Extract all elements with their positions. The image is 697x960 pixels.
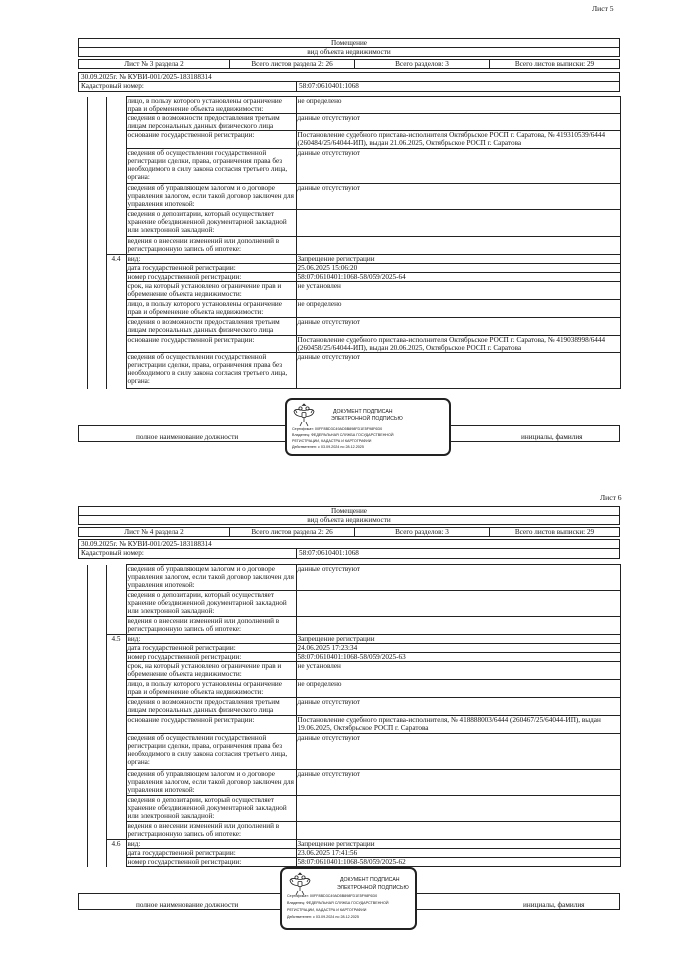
sheet-number: Лист 5 — [592, 4, 614, 13]
margin-cell — [78, 822, 87, 840]
cadastral-value: 58:07:0610401:1068 — [299, 549, 359, 557]
field-value-cell: данные отсутствуют — [296, 318, 620, 336]
field-value-cell: 25.06.2025 15:06:20 — [296, 264, 620, 273]
field-label-cell: номер государственной регистрации: — [126, 858, 296, 867]
field-value-cell — [296, 591, 620, 617]
section-cell — [87, 796, 106, 822]
cadastral-row — [78, 549, 620, 559]
margin-cell — [78, 273, 87, 282]
entry-number-cell — [106, 210, 126, 237]
object-type-title: Помещение — [79, 507, 619, 516]
field-label-cell: сведения о депозитарии, который осуществляет хранение обездвиженной документарной закладной или электронной закладной: — [126, 591, 296, 617]
stamp-title: ДОКУМЕНТ ПОДПИСАН — [340, 877, 400, 883]
margin-cell — [78, 796, 87, 822]
field-label-cell: основание государственной регистрации: — [126, 131, 296, 149]
stamp-owner: Владелец: ФЕДЕРАЛЬНАЯ СЛУЖБА ГОСУДАРСТВЕННОЙ — [287, 901, 389, 905]
sheet-info-cell: Всего листов выписки: 29 — [489, 528, 619, 536]
object-type-title: Помещение — [79, 39, 619, 48]
margin-cell — [78, 770, 87, 796]
section-cell — [87, 840, 106, 849]
entry-number-cell — [106, 849, 126, 858]
stamp-title: ДОКУМЕНТ ПОДПИСАН — [333, 409, 393, 415]
stamp-validity: Действителен: с 03.09.2024 по 28.12.2025 — [292, 445, 364, 449]
field-value-cell — [296, 237, 620, 255]
field-label-cell: вид: — [126, 840, 296, 849]
table-row — [78, 318, 620, 336]
field-value-cell: данные отсутствуют — [296, 734, 620, 770]
section-cell — [87, 644, 106, 653]
entry-number-cell: 4.4 — [106, 255, 126, 264]
stamp-owner-cont: РЕГИСТРАЦИИ, КАДАСТРА И КАРТОГРАФИИ — [292, 439, 372, 443]
object-type-header — [78, 506, 620, 525]
entry-number-cell — [106, 858, 126, 867]
entry-number-cell: 4.6 — [106, 840, 126, 849]
section-cell — [87, 300, 106, 318]
field-value-cell: данные отсутствуют — [296, 184, 620, 210]
table-row — [78, 662, 620, 680]
field-label-cell: срок, на который установлено ограничение прав и обременение объекта недвижимости: — [126, 662, 296, 680]
margin-cell — [78, 264, 87, 273]
table-row — [78, 591, 620, 617]
table-row — [78, 734, 620, 770]
field-label-cell: сведения о депозитарии, который осуществляет хранение обездвиженной документарной закладной или электронной закладной: — [126, 796, 296, 822]
field-label-cell: сведения о возможности предоставления третьим лицам персональных данных физического лица — [126, 698, 296, 716]
extract-reference: 30.09.2025г. № КУВИ-001/2025-183188314 — [78, 539, 620, 549]
margin-cell — [78, 149, 87, 184]
section-cell — [87, 635, 106, 644]
field-value-cell: данные отсутствуют — [296, 770, 620, 796]
margin-cell — [78, 318, 87, 336]
margin-cell — [78, 716, 87, 734]
field-label-cell: номер государственной регистрации: — [126, 273, 296, 282]
table-row — [78, 716, 620, 734]
cadastral-row — [78, 82, 620, 92]
section-table — [78, 564, 621, 867]
entry-number-cell — [106, 114, 126, 131]
stamp-subtitle: ЭЛЕКТРОННОЙ ПОДПИСЬЮ — [337, 885, 409, 891]
section-cell — [87, 318, 106, 336]
cadastral-value: 58:07:0610401:1068 — [299, 82, 359, 90]
section-cell — [87, 97, 106, 114]
margin-cell — [78, 734, 87, 770]
field-label-cell: лицо, в пользу которого установлены ограничение прав и обременение объекта недвижимости: — [126, 300, 296, 318]
table-row — [78, 97, 620, 114]
field-value-cell — [296, 796, 620, 822]
margin-cell — [78, 840, 87, 849]
margin-cell — [78, 353, 87, 389]
section-cell — [87, 662, 106, 680]
entry-number-cell — [106, 770, 126, 796]
field-value-cell: Постановление судебного пристава-исполнителя Октябрьское РОСП г. Саратова, № 419310539/6444 (260484/25/64044-ИП), выдан 21.06.2025, Октябрьское РОСП г. Саратова — [296, 131, 620, 149]
field-value-cell: данные отсутствуют — [296, 565, 620, 591]
table-row — [78, 300, 620, 318]
margin-cell — [78, 131, 87, 149]
sheet-info-cell: Лист № 3 раздела 2 — [124, 60, 184, 68]
field-value-cell: Постановление судебного пристава-исполнителя, № 418888003/6444 (260467/25/64044-ИП), выдан 19.06.2025, Октябрьское РОСП г. Саратова — [296, 716, 620, 734]
table-row — [78, 114, 620, 131]
field-label-cell: ведения о внесении изменений или дополнений в регистрационную запись об ипотеке: — [126, 822, 296, 840]
margin-cell — [78, 858, 87, 867]
entry-number-cell — [106, 644, 126, 653]
extract-reference: 30.09.2025г. № КУВИ-001/2025-183188314 — [78, 72, 620, 82]
field-value-cell — [296, 617, 620, 635]
e-signature-stamp — [285, 398, 451, 456]
entry-number-cell — [106, 662, 126, 680]
entry-number-cell — [106, 336, 126, 353]
section-cell — [87, 858, 106, 867]
field-label-cell: лицо, в пользу которого установлены ограничение прав и обременение объекта недвижимости: — [126, 680, 296, 698]
margin-cell — [78, 644, 87, 653]
field-label-cell: номер государственной регистрации: — [126, 653, 296, 662]
entry-number-cell — [106, 318, 126, 336]
margin-cell — [78, 635, 87, 644]
entry-number-cell — [106, 97, 126, 114]
field-label-cell: вид: — [126, 255, 296, 264]
field-label-cell: дата государственной регистрации: — [126, 264, 296, 273]
section-cell — [87, 734, 106, 770]
table-row — [78, 617, 620, 635]
margin-cell — [78, 300, 87, 318]
table-row — [78, 680, 620, 698]
field-label-cell: сведения об управляющем залогом и о договоре управления залогом, если такой договор заключен для управления ипотекой: — [126, 770, 296, 796]
margin-cell — [78, 617, 87, 635]
stamp-owner-cont: РЕГИСТРАЦИИ, КАДАСТРА И КАРТОГРАФИИ — [287, 908, 367, 912]
table-row — [78, 565, 620, 591]
section-cell — [87, 131, 106, 149]
section-cell — [87, 849, 106, 858]
field-value-cell: не определено — [296, 300, 620, 318]
margin-cell — [78, 237, 87, 255]
entry-number-cell — [106, 273, 126, 282]
sheet-info-cell: Всего разделов: 3 — [354, 60, 489, 68]
table-row — [78, 264, 620, 273]
margin-cell — [78, 184, 87, 210]
entry-number-cell — [106, 353, 126, 389]
section-cell — [87, 680, 106, 698]
sheet-info-row — [78, 59, 620, 69]
field-label-cell: ведения о внесении изменений или дополнений в регистрационную запись об ипотеке: — [126, 617, 296, 635]
entry-number-cell — [106, 698, 126, 716]
sheet-info-cell: Всего листов раздела 2: 26 — [229, 528, 354, 536]
section-cell — [87, 353, 106, 389]
entry-number-cell — [106, 184, 126, 210]
section-cell — [87, 617, 106, 635]
field-value-cell: Запрещение регистрации — [296, 840, 620, 849]
entry-number-cell — [106, 131, 126, 149]
table-row — [78, 353, 620, 389]
entry-number-cell — [106, 300, 126, 318]
table-row — [78, 282, 620, 300]
entry-number-cell — [106, 591, 126, 617]
entry-number-cell — [106, 680, 126, 698]
section-cell — [87, 184, 106, 210]
object-type-caption: вид объекта недвижимости — [307, 516, 391, 524]
entry-number-cell — [106, 237, 126, 255]
e-signature-stamp — [280, 867, 417, 930]
section-table — [78, 96, 621, 389]
field-value-cell: данные отсутствуют — [296, 149, 620, 184]
table-row — [78, 336, 620, 353]
section-cell — [87, 565, 106, 591]
entry-number-cell — [106, 565, 126, 591]
field-value-cell: не определено — [296, 97, 620, 114]
field-label-cell: ведения о внесении изменений или дополнений в регистрационную запись об ипотеке: — [126, 237, 296, 255]
margin-cell — [78, 591, 87, 617]
section-cell — [87, 653, 106, 662]
field-label-cell: сведения о возможности предоставления третьим лицам персональных данных физического лица — [126, 318, 296, 336]
section-cell — [87, 698, 106, 716]
margin-cell — [78, 662, 87, 680]
section-cell — [87, 149, 106, 184]
entry-number-cell — [106, 796, 126, 822]
section-cell — [87, 336, 106, 353]
table-row — [78, 184, 620, 210]
table-row — [78, 653, 620, 662]
stamp-certificate: Сертификат: 00FF8BD3C49AD5B898FD1E5F98F6D0 — [287, 894, 378, 898]
section-cell — [87, 273, 106, 282]
table-row — [78, 822, 620, 840]
table-row — [78, 698, 620, 716]
table-row — [78, 849, 620, 858]
table-row — [78, 255, 620, 264]
table-row — [78, 149, 620, 184]
field-label-cell: сведения о возможности предоставления третьим лицам персональных данных физического лица — [126, 114, 296, 131]
entry-number-cell — [106, 716, 126, 734]
section-cell — [87, 591, 106, 617]
table-row — [78, 635, 620, 644]
stamp-owner: Владелец: ФЕДЕРАЛЬНАЯ СЛУЖБА ГОСУДАРСТВЕННОЙ — [292, 433, 394, 437]
section-table-body — [78, 565, 620, 867]
margin-cell — [78, 282, 87, 300]
position-caption: полное наименование должности — [136, 433, 239, 441]
field-value-cell: Запрещение регистрации — [296, 635, 620, 644]
stamp-subtitle: ЭЛЕКТРОННОЙ ПОДПИСЬЮ — [331, 416, 403, 422]
field-value-cell: 58:07:0610401:1068-58/059/2025-63 — [296, 653, 620, 662]
object-type-header — [78, 38, 620, 57]
field-label-cell: сведения об осуществлении государственной регистрации сделки, права, ограничения права без необходимого в силу закона согласия третьего лица, органа: — [126, 149, 296, 184]
field-value-cell: не определено — [296, 680, 620, 698]
section-cell — [87, 264, 106, 273]
field-value-cell: Постановление судебного пристава-исполнителя Октябрьское РОСП г. Саратова, № 419038998/6444 (260458/25/64044-ИП), выдан 20.06.2025, Октябрьское РОСП г. Саратова — [296, 336, 620, 353]
entry-number-cell — [106, 822, 126, 840]
stamp-validity: Действителен: с 03.09.2024 по 28.12.2025 — [287, 915, 359, 919]
sheet-info-cell: Лист № 4 раздела 2 — [124, 528, 184, 536]
field-label-cell: дата государственной регистрации: — [126, 644, 296, 653]
section-cell — [87, 716, 106, 734]
entry-number-cell — [106, 617, 126, 635]
entry-number-cell — [106, 653, 126, 662]
section-cell — [87, 770, 106, 796]
entry-number-cell — [106, 264, 126, 273]
field-label-cell: дата государственной регистрации: — [126, 849, 296, 858]
sheet-info-cell: Всего листов выписки: 29 — [489, 60, 619, 68]
section-cell — [87, 114, 106, 131]
cadastral-label: Кадастровый номер: — [79, 82, 297, 91]
field-value-cell — [296, 210, 620, 237]
table-row — [78, 273, 620, 282]
entry-number-cell: 4.5 — [106, 635, 126, 644]
margin-cell — [78, 336, 87, 353]
table-row — [78, 131, 620, 149]
margin-cell — [78, 565, 87, 591]
field-label-cell: сведения о депозитарии, который осуществляет хранение обездвиженной документарной закладной или электронной закладной: — [126, 210, 296, 237]
section-cell — [87, 255, 106, 264]
table-row — [78, 237, 620, 255]
entry-number-cell — [106, 282, 126, 300]
field-value-cell — [296, 822, 620, 840]
field-value-cell: данные отсутствуют — [296, 353, 620, 389]
margin-cell — [78, 114, 87, 131]
section-table-body — [78, 97, 620, 389]
margin-cell — [78, 698, 87, 716]
field-value-cell: данные отсутствуют — [296, 698, 620, 716]
margin-cell — [78, 210, 87, 237]
sheet-info-cell: Всего разделов: 3 — [354, 528, 489, 536]
field-label-cell: лицо, в пользу которого установлены ограничение прав и обременение объекта недвижимости: — [126, 97, 296, 114]
stamp-certificate: Сертификат: 00FF8BD3C49AD5B898FD1E5F98F6D0 — [292, 427, 383, 431]
position-caption: полное наименование должности — [136, 901, 239, 909]
margin-cell — [78, 653, 87, 662]
field-label-cell: сведения об управляющем залогом и о договоре управления залогом, если такой договор заключен для управления ипотекой: — [126, 184, 296, 210]
name-caption: инициалы, фамилия — [521, 433, 583, 441]
field-value-cell: данные отсутствуют — [296, 114, 620, 131]
sheet-info-row — [78, 527, 620, 537]
field-label-cell: сведения об осуществлении государственной регистрации сделки, права, ограничения права без необходимого в силу закона согласия третьего лица, органа: — [126, 734, 296, 770]
margin-cell — [78, 97, 87, 114]
field-label-cell: сведения об управляющем залогом и о договоре управления залогом, если такой договор заключен для управления ипотекой: — [126, 565, 296, 591]
table-row — [78, 644, 620, 653]
section-cell — [87, 237, 106, 255]
field-value-cell: 58:07:0610401:1068-58/059/2025-62 — [296, 858, 620, 867]
table-row — [78, 858, 620, 867]
field-value-cell: 58:07:0610401:1068-58/059/2025-64 — [296, 273, 620, 282]
section-cell — [87, 822, 106, 840]
field-label-cell: основание государственной регистрации: — [126, 336, 296, 353]
sheet-info-cell: Всего листов раздела 2: 26 — [229, 60, 354, 68]
margin-cell — [78, 255, 87, 264]
field-label-cell: вид: — [126, 635, 296, 644]
table-row — [78, 796, 620, 822]
table-row — [78, 210, 620, 237]
margin-cell — [78, 680, 87, 698]
field-label-cell: сведения об осуществлении государственной регистрации сделки, права, ограничения права без необходимого в силу закона согласия третьего лица, органа: — [126, 353, 296, 389]
field-value-cell: 23.06.2025 17:41:56 — [296, 849, 620, 858]
table-row — [78, 840, 620, 849]
sheet-number: Лист 6 — [600, 493, 622, 502]
field-value-cell: 24.06.2025 17:23:34 — [296, 644, 620, 653]
field-label-cell: срок, на который установлено ограничение прав и обременение объекта недвижимости: — [126, 282, 296, 300]
section-cell — [87, 210, 106, 237]
field-value-cell: не установлен — [296, 282, 620, 300]
section-cell — [87, 282, 106, 300]
cadastral-label: Кадастровый номер: — [79, 549, 297, 558]
field-label-cell: основание государственной регистрации: — [126, 716, 296, 734]
field-value-cell: Запрещение регистрации — [296, 255, 620, 264]
entry-number-cell — [106, 734, 126, 770]
name-caption: инициалы, фамилия — [523, 901, 585, 909]
table-row — [78, 770, 620, 796]
field-value-cell: не установлен — [296, 662, 620, 680]
object-type-caption: вид объекта недвижимости — [307, 48, 391, 56]
entry-number-cell — [106, 149, 126, 184]
margin-cell — [78, 849, 87, 858]
